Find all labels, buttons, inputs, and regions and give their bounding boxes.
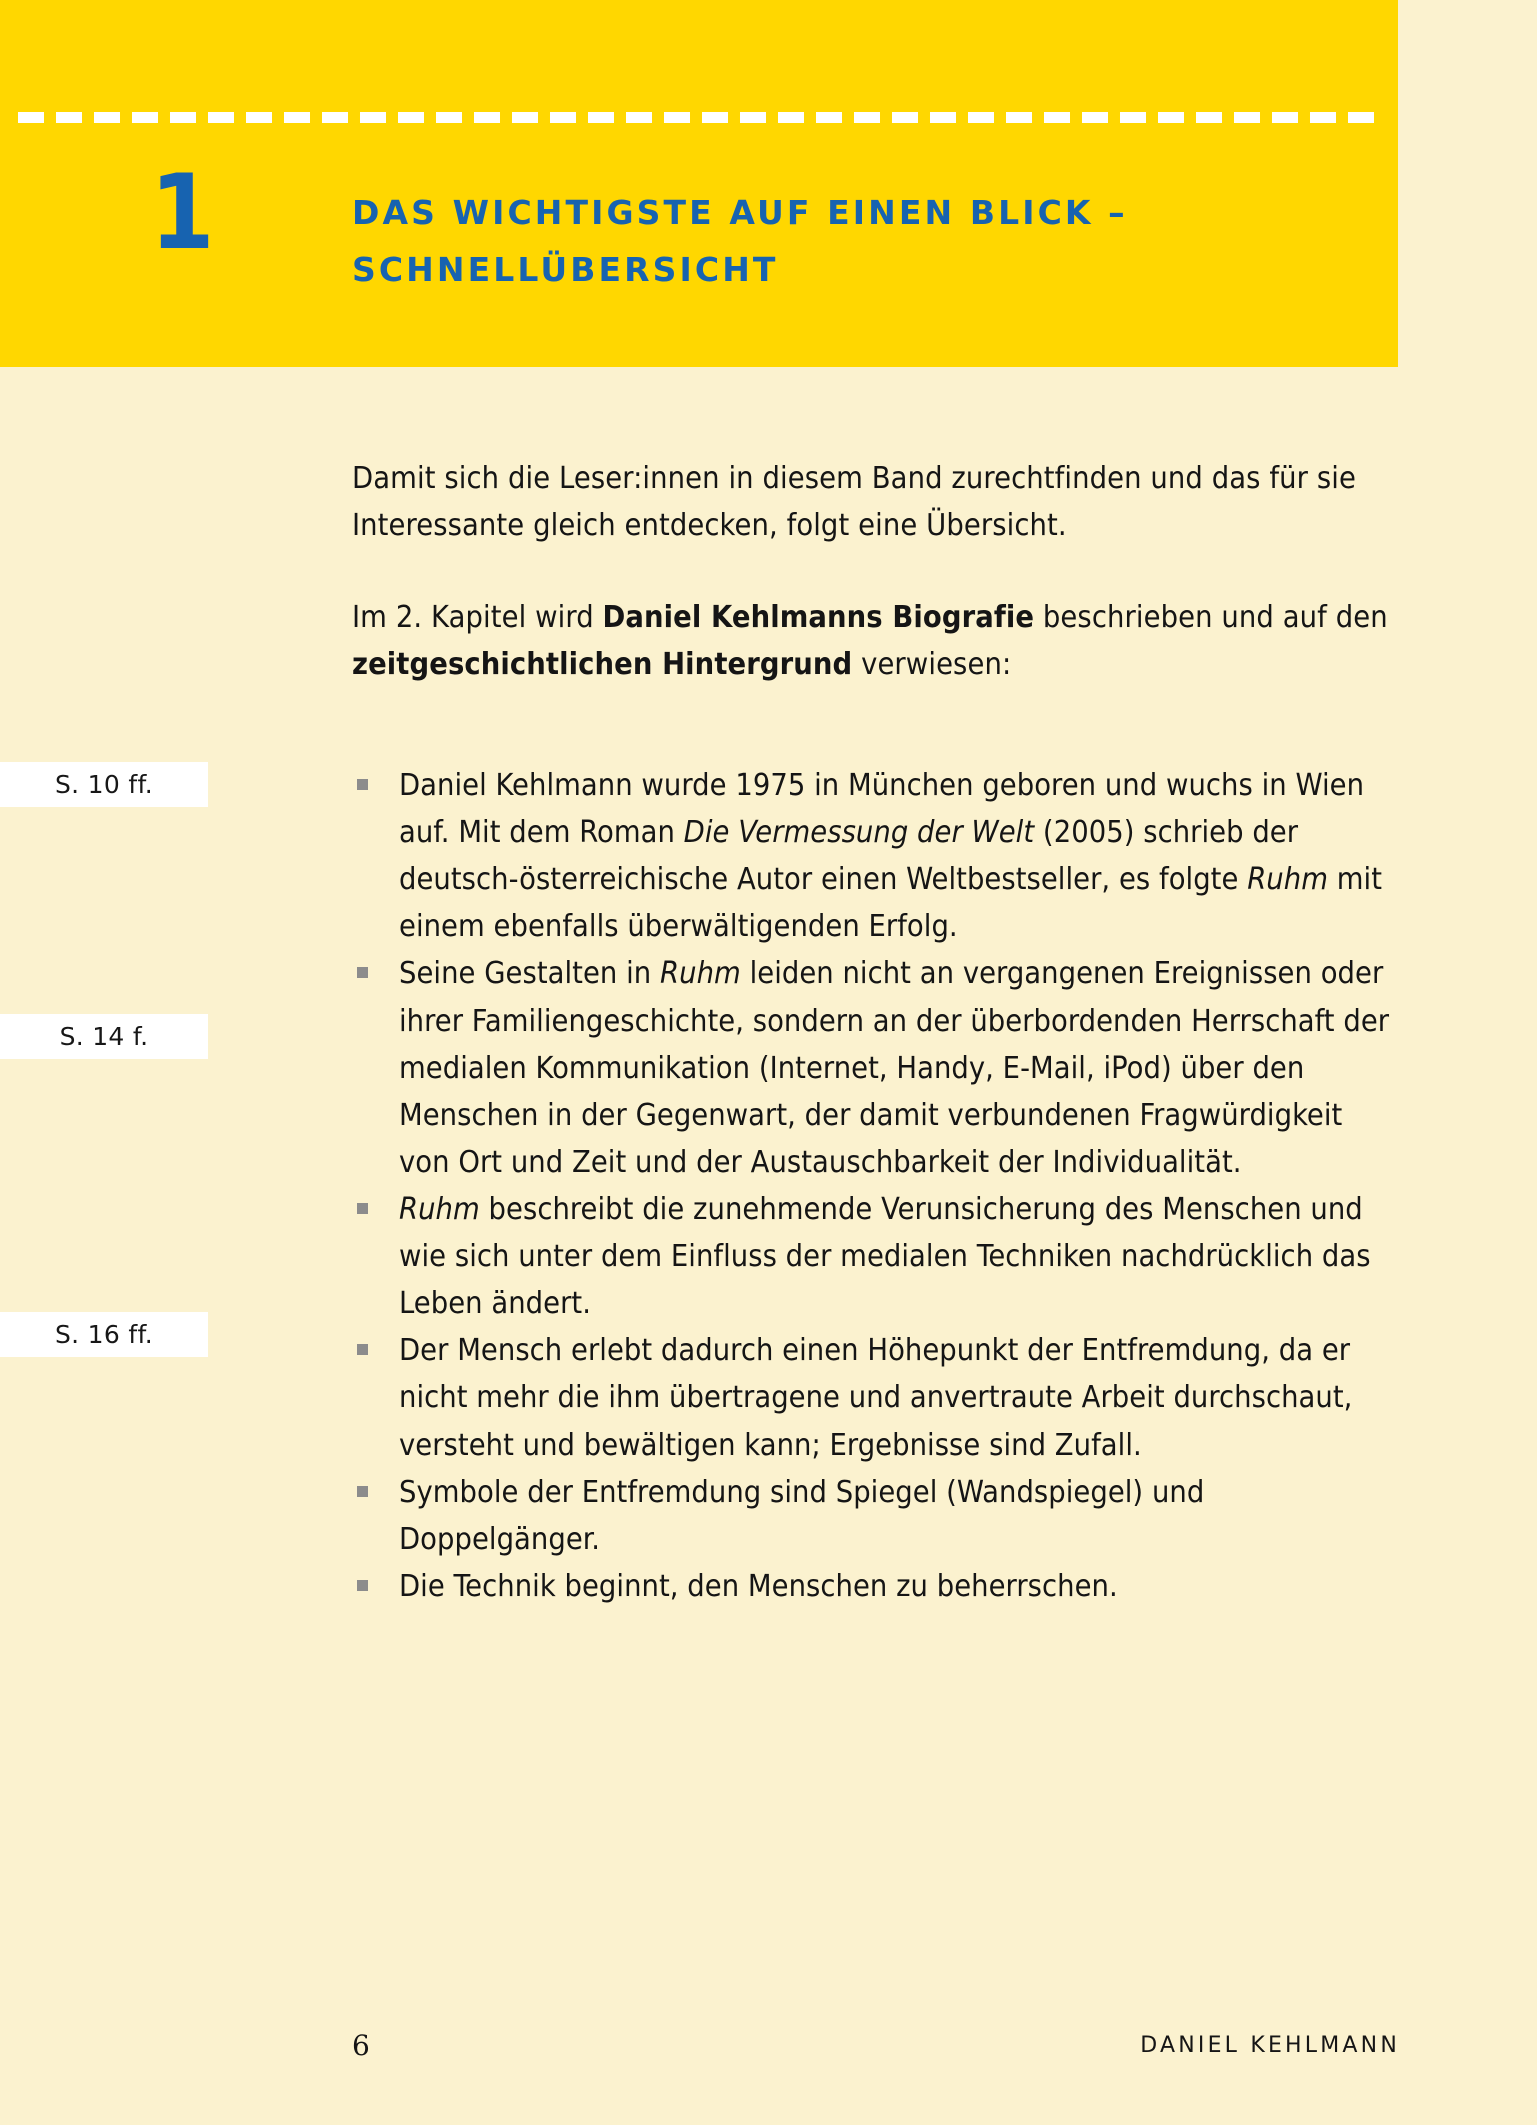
bullet-square-icon	[357, 1486, 368, 1497]
intro-paragraph-2	[352, 594, 1397, 689]
chapter-title-line-2: SCHNELLÜBERSICHT	[352, 249, 779, 289]
bullet-square-icon	[357, 1580, 368, 1591]
bullet-text: Daniel Kehlmann wurde 1975 in München geboren und wuchs in Wien auf. Mit dem Roman	[399, 768, 1365, 851]
intro-section	[352, 455, 1397, 722]
bullet-title-italic: Ruhm	[399, 1191, 480, 1227]
bullet-text: Seine Gestalten in	[399, 956, 661, 992]
intro-p2-text-3: verwiesen:	[852, 646, 1012, 682]
bullet-text: mit einem ebenfalls überwältigenden Erfolg.	[399, 862, 1383, 945]
bullet-technik	[352, 1563, 1392, 1610]
bullet-entfremdung	[352, 1327, 1392, 1468]
bullet-title-italic: Ruhm	[1247, 862, 1328, 898]
bullet-square-icon	[357, 779, 368, 790]
bullet-verunsicherung	[352, 1186, 1392, 1327]
intro-paragraph-1: Damit sich die Leser:innen in diesem Band zurechtfinden und das für sie Interessante gleich entdecken, folgt eine Übersicht.	[352, 461, 1356, 544]
bullet-text: Symbole der Entfremdung sind Spiegel (Wandspiegel) und Doppelgänger.	[399, 1474, 1205, 1557]
intro-p2-bold-2: zeitgeschichtlichen Hintergrund	[352, 646, 853, 682]
bullet-square-icon	[357, 1203, 368, 1214]
bullet-gestalten	[352, 950, 1392, 1186]
bullet-title-italic: Die Vermessung der Welt	[683, 815, 1035, 851]
bullet-text: Die Technik beginnt, den Menschen zu beherrschen.	[399, 1568, 1118, 1604]
chapter-header-band	[0, 0, 1398, 367]
footer-book-title: DANIEL KEHLMANN	[1140, 2033, 1400, 2058]
bullet-biografie	[352, 762, 1392, 950]
footer-page-number: 6	[352, 2029, 370, 2062]
overview-bullet-list	[352, 762, 1392, 1610]
bullet-text: Der Mensch erlebt dadurch einen Höhepunkt der Entfremdung, da er nicht mehr die ihm übertragene und anvertraute Arbeit durchschaut, versteht und bewältigen kann; Ergebnisse sind Zufall.	[399, 1333, 1353, 1463]
bullet-square-icon	[357, 967, 368, 978]
bullet-text: beschreibt die zunehmende Verunsicherung des Menschen und wie sich unter dem Einfluss der medialen Techniken nachdrücklich das Leben ändert.	[399, 1191, 1371, 1322]
dashed-rule-decoration	[18, 112, 1380, 123]
margin-ref-3: S. 16 ff.	[0, 1312, 208, 1357]
bullet-text: (2005) schrieb der deutsch-österreichische Autor einen Weltbestseller, es folgte	[399, 815, 1299, 898]
bullet-symbole	[352, 1469, 1392, 1563]
chapter-title-line-1: DAS WICHTIGSTE AUF EINEN BLICK –	[352, 193, 1128, 232]
intro-p2-text-2: beschrieben und auf den	[1034, 599, 1388, 635]
bullet-text: leiden nicht an vergangenen Ereignissen oder ihrer Familiengeschichte, sondern an der überbordenden Herrschaft der medialen Kommunikation (Internet, Handy, E-Mail, iPod) über den Menschen in der Gegenwart, der damit verbundenen Fragwürdigkeit von Ort und Zeit und der Austauschbarkeit der Individualität.	[399, 956, 1390, 1180]
margin-ref-2: S. 14 f.	[0, 1014, 208, 1059]
intro-p2-text-1: Im 2. Kapitel wird	[352, 599, 603, 635]
bullet-square-icon	[357, 1344, 368, 1355]
margin-ref-1: S. 10 ff.	[0, 762, 208, 807]
chapter-number: 1	[150, 153, 215, 273]
chapter-title	[352, 185, 1292, 299]
intro-p2-bold-1: Daniel Kehlmanns Biografie	[602, 599, 1035, 635]
bullet-title-italic: Ruhm	[660, 956, 741, 992]
